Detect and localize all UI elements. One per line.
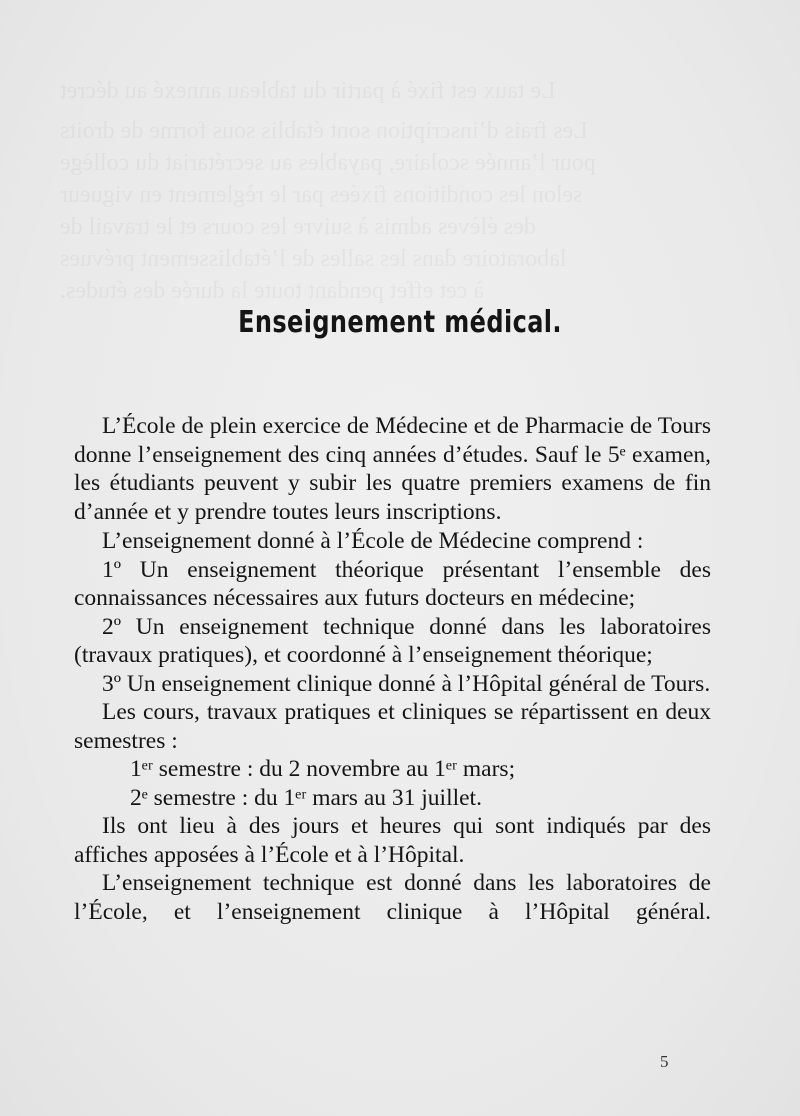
paragraph-item-3: 3º Un enseignement clinique donné à l’Hôpital général de Tours.	[102, 670, 711, 697]
page-title: Enseignement médical.	[238, 305, 562, 340]
body-text	[74, 412, 711, 926]
paragraph-item-1: 1º Un enseignement théorique présentant l’ensemble des connaissances nécessaires aux futurs docteurs en médecine;	[74, 556, 711, 611]
paragraph-item-2: 2º Un enseignement technique donné dans les laboratoires (travaux pratiques), et coordonné à l’enseignement théorique;	[74, 613, 711, 668]
page-number: 5	[660, 1052, 669, 1071]
paragraph-semesters: Les cours, travaux pratiques et cliniques se répartissent en deux semestres :	[74, 699, 711, 754]
show-through-text	[0, 0, 800, 340]
paragraph-curriculum: L’enseignement donné à l’École de Médecine comprend :	[102, 528, 644, 554]
semester-2: 2ᵉ semestre : du 1ᵉʳ mars au 31 juillet.	[130, 784, 482, 811]
paragraph-locations: L’enseignement technique est donné dans les laboratoires de l’École, et l’enseignement clinique à l’Hôpital général.	[74, 870, 711, 925]
paragraph-intro: L’École de plein exercice de Médecine et de Pharmacie de Tours donne l’enseignement des cinq années d’études. Sauf le 5ᵉ examen, les étudiants peuvent y subir les quatre premiers examens de fin d’année et y prendre toutes leurs inscriptions.	[74, 413, 711, 525]
paragraph-schedule: Ils ont lieu à des jours et heures qui sont indiqués par des affiches apposées à l’École et à l’Hôpital.	[74, 813, 711, 868]
semester-1: 1ᵉʳ semestre : du 2 novembre au 1ᵉʳ mars;	[130, 756, 516, 782]
